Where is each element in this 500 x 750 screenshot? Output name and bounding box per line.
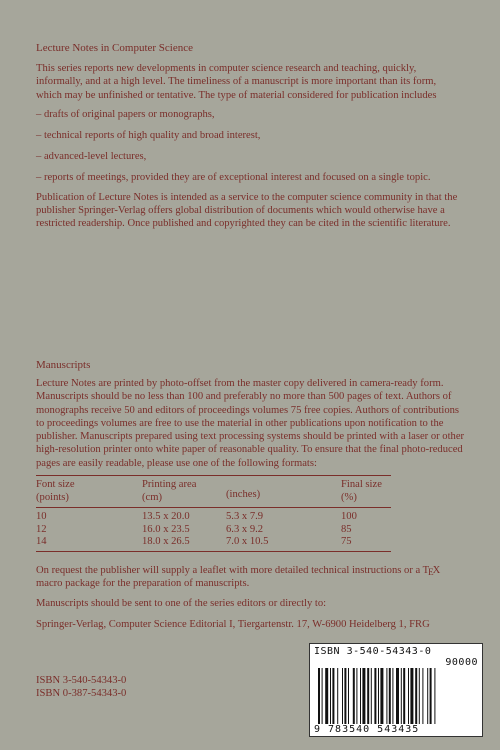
- table-row: [36, 536, 391, 551]
- manuscripts-section: [36, 377, 466, 632]
- barcode-bar: [408, 668, 409, 724]
- leaflet-text-start: On request the publisher will supply a leaflet with more detailed technical instructions or a T: [36, 564, 430, 576]
- table-row: [36, 508, 391, 524]
- header-percent: (%): [341, 492, 391, 508]
- publisher-address: Springer-Verlag, Computer Science Editorial I, Tiergartenstr. 17, W-6900 Heidelberg 1, FRG: [36, 619, 430, 631]
- barcode-bar: [325, 668, 328, 724]
- tex-logo-e: E: [428, 566, 434, 577]
- barcode-bar: [348, 668, 349, 724]
- barcode-bar: [318, 668, 320, 724]
- header-cm: (cm): [142, 492, 226, 508]
- inches-cell: 6.3 x 9.2: [226, 523, 264, 535]
- formats-table: [36, 475, 391, 552]
- inches-cell: 7.0 x 10.5: [226, 536, 341, 551]
- barcode-bar: [330, 668, 331, 724]
- barcode-bar: [371, 668, 372, 724]
- manuscripts-paragraph: Lecture Notes are printed by photo-offset from the master copy delivered in camera-ready form. Manuscripts should be no less than 100 and preferably no more than 500 pages of text. Authors of monographs receive 50 and editors of proceedings volumes 75 free copies. Authors of contributions to proceedings volumes are free to use the material in other publications upon notification to the publisher. Manuscripts prepared using text processing systems should be printed with a laser or other high-resolution printer onto white paper of reasonable quality. To ensure that the final photo-reduced pages are easily readable, please use one of the following formats:: [36, 378, 465, 469]
- barcode-bar: [344, 668, 346, 724]
- barcode-bar: [378, 668, 379, 724]
- header-font-size: Font size: [36, 476, 142, 492]
- font-size-cell: 12: [36, 523, 47, 535]
- barcode-bar: [322, 668, 323, 724]
- isbn-block: [36, 675, 126, 700]
- barcode-bar: [380, 668, 383, 724]
- isbn-line: ISBN 3-540-54343-0: [36, 675, 127, 686]
- material-type-item: – drafts of original papers or monographs,: [36, 108, 215, 120]
- material-type-item: – technical reports of high quality and broad interest,: [36, 129, 261, 141]
- barcode-bar: [332, 668, 334, 724]
- header-printing-area: Printing area: [142, 476, 226, 492]
- barcode-bar: [396, 668, 399, 724]
- isbn-line: ISBN 0-387-54343-0: [36, 687, 127, 699]
- leaflet-text-end: X macro package for the preparation of manuscripts.: [36, 564, 441, 589]
- barcode-bar: [410, 668, 413, 724]
- inches-cell: 5.3 x 7.9: [226, 511, 264, 523]
- intro-paragraph: This series reports new developments in computer science research and teaching, quickly, informally, and at a high level. The timeliness of a manuscript is more important than its form, which may be unfinished or tentative. The type of material considered for publication includes: [36, 63, 437, 101]
- font-size-cell: 10: [36, 511, 47, 523]
- barcode-bar: [392, 668, 393, 724]
- barcode-bar: [389, 668, 391, 724]
- font-size-cell: 14: [36, 536, 142, 551]
- publication-paragraph: Publication of Lecture Notes is intended as a service to the computer science community in that the publisher Springer-Verlag offers global distribution of documents which would otherwise have a restricted readership. Once published and copyrighted they can be cited in the scientific literature.: [36, 191, 458, 230]
- header-points: (points): [36, 492, 142, 508]
- final-size-cell: 100: [341, 511, 357, 523]
- barcode-bars: [316, 668, 476, 724]
- leaflet-paragraph: [36, 564, 466, 591]
- cm-cell: 13.5 x 20.0: [142, 511, 190, 523]
- barcode-bar: [360, 668, 361, 724]
- barcode-isbn: ISBN 3-540-54343-0: [314, 646, 432, 657]
- barcode-bar: [419, 668, 420, 724]
- send-to-line: Manuscripts should be sent to one of the series editors or directly to:: [36, 598, 327, 610]
- table-row: [36, 524, 391, 537]
- barcode-bar: [337, 668, 338, 724]
- barcode-bar: [356, 668, 357, 724]
- cm-cell: 16.0 x 23.5: [142, 523, 190, 535]
- barcode-label: [309, 643, 483, 737]
- final-size-cell: 75: [341, 536, 391, 551]
- barcode-bar: [374, 668, 376, 724]
- barcode-bar: [342, 668, 343, 724]
- material-type-item: – reports of meetings, provided they are of exceptional interest and focused on a single topic.: [36, 171, 431, 183]
- barcode-bar: [362, 668, 365, 724]
- barcode-bar: [427, 668, 428, 724]
- header-inches: (inches): [226, 489, 341, 505]
- barcode-bar: [415, 668, 417, 724]
- manuscripts-heading: Manuscripts: [36, 359, 91, 371]
- series-title: Lecture Notes in Computer Science: [36, 42, 194, 54]
- barcode-bar: [430, 668, 432, 724]
- barcode-bar: [403, 668, 405, 724]
- barcode-bar: [353, 668, 355, 724]
- barcode-bar: [367, 668, 369, 724]
- series-description: [36, 62, 464, 231]
- barcode-bar: [422, 668, 423, 724]
- cm-cell: 18.0 x 26.5: [142, 536, 226, 551]
- barcode-ean: 9 783540 543435: [314, 724, 420, 735]
- barcode-bar: [434, 668, 435, 724]
- barcode-bar: [386, 668, 387, 724]
- material-type-item: – advanced-level lectures,: [36, 150, 147, 162]
- barcode-price-code: 90000: [445, 657, 478, 668]
- final-size-cell: 85: [341, 523, 352, 535]
- header-final-size: Final size: [341, 476, 391, 492]
- barcode-bar: [401, 668, 402, 724]
